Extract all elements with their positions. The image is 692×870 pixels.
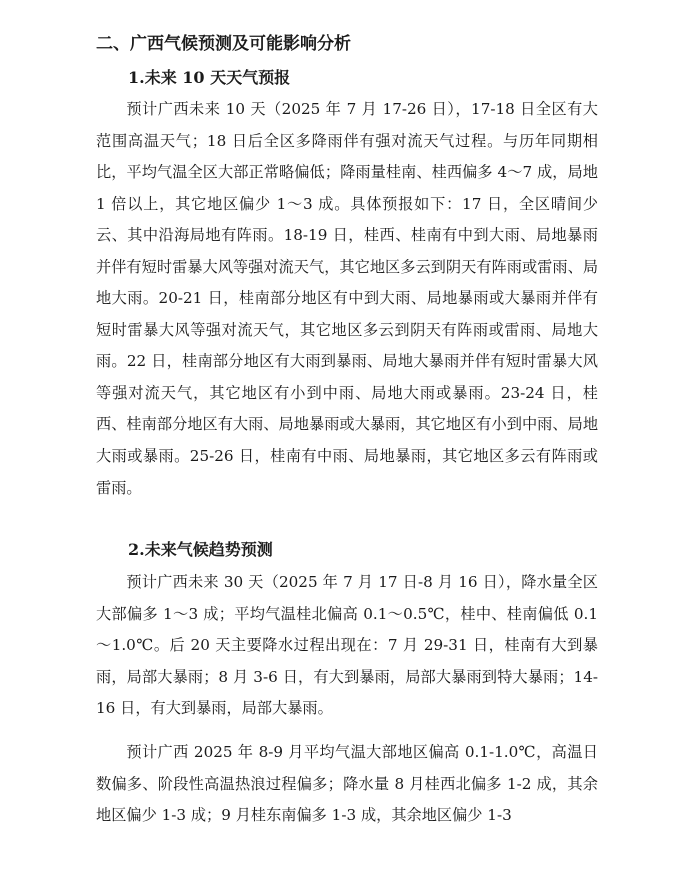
paragraph-aug-sep-prediction: 预计广西 2025 年 8-9 月平均气温大部地区偏高 0.1-1.0℃，高温日数偏多、阶段性高温热浪过程偏多；降水量 8 月桂西北偏多 1-2 成，其余地区偏少 1-3 成；9 月桂东南偏多 1-3 成，其余地区偏少 1-3 [96,743,598,825]
subsection-title-climate-trend: 2.未来气候趋势预测 [128,540,273,559]
subsection-title-forecast-10-days: 1.未来 10 天天气预报 [128,68,291,87]
section-title: 二、广西气候预测及可能影响分析 [96,34,351,54]
paragraph-10-day-forecast: 预计广西未来 10 天（2025 年 7 月 17-26 日），17-18 日全区有大范围高温天气；18 日后全区多降雨伴有强对流天气过程。与历年同期相比，平均气温全区大部正常略偏低；降雨量桂南、桂西偏多 4～7 成，局地 1 倍以上，其它地区偏少 1～3 成。具体预报如下：17 日，全区晴间少云、其中沿海局地有阵雨。18-19 日，桂西、桂南有中到大雨、局地暴雨并伴有短时雷暴大风等强对流天气，其它地区多云到阴天有阵雨或雷雨、局地大雨。20-21 日，桂南部分地区有中到大雨、局地暴雨或大暴雨并伴有短时雷暴大风等强对流天气，其它地区多云到阴天有阵雨或雷雨、局地大雨。22 日，桂南部分地区有大雨到暴雨、局地大暴雨并伴有短时雷暴大风等强对流天气，其它地区有小到中雨、局地大雨或暴雨。23-24 日，桂西、桂南部分地区有大雨、局地暴雨或大暴雨，其它地区有小到中雨、局地大雨或暴雨。25-26 日，桂南有中雨、局地暴雨，其它地区多云有阵雨或雷雨。 [96,100,598,497]
paragraph-30-day-trend: 预计广西未来 30 天（2025 年 7 月 17 日-8 月 16 日），降水量全区大部偏多 1～3 成；平均气温桂北偏高 0.1～0.5℃，桂中、桂南偏低 0.1～1.0℃。后 20 天主要降水过程出现在：7 月 29-31 日，桂南有大到暴雨，局部大暴雨；8 月 3-6 日，有大到暴雨，局部大暴雨到特大暴雨；14-16 日，有大到暴雨，局部大暴雨。 [96,573,598,718]
